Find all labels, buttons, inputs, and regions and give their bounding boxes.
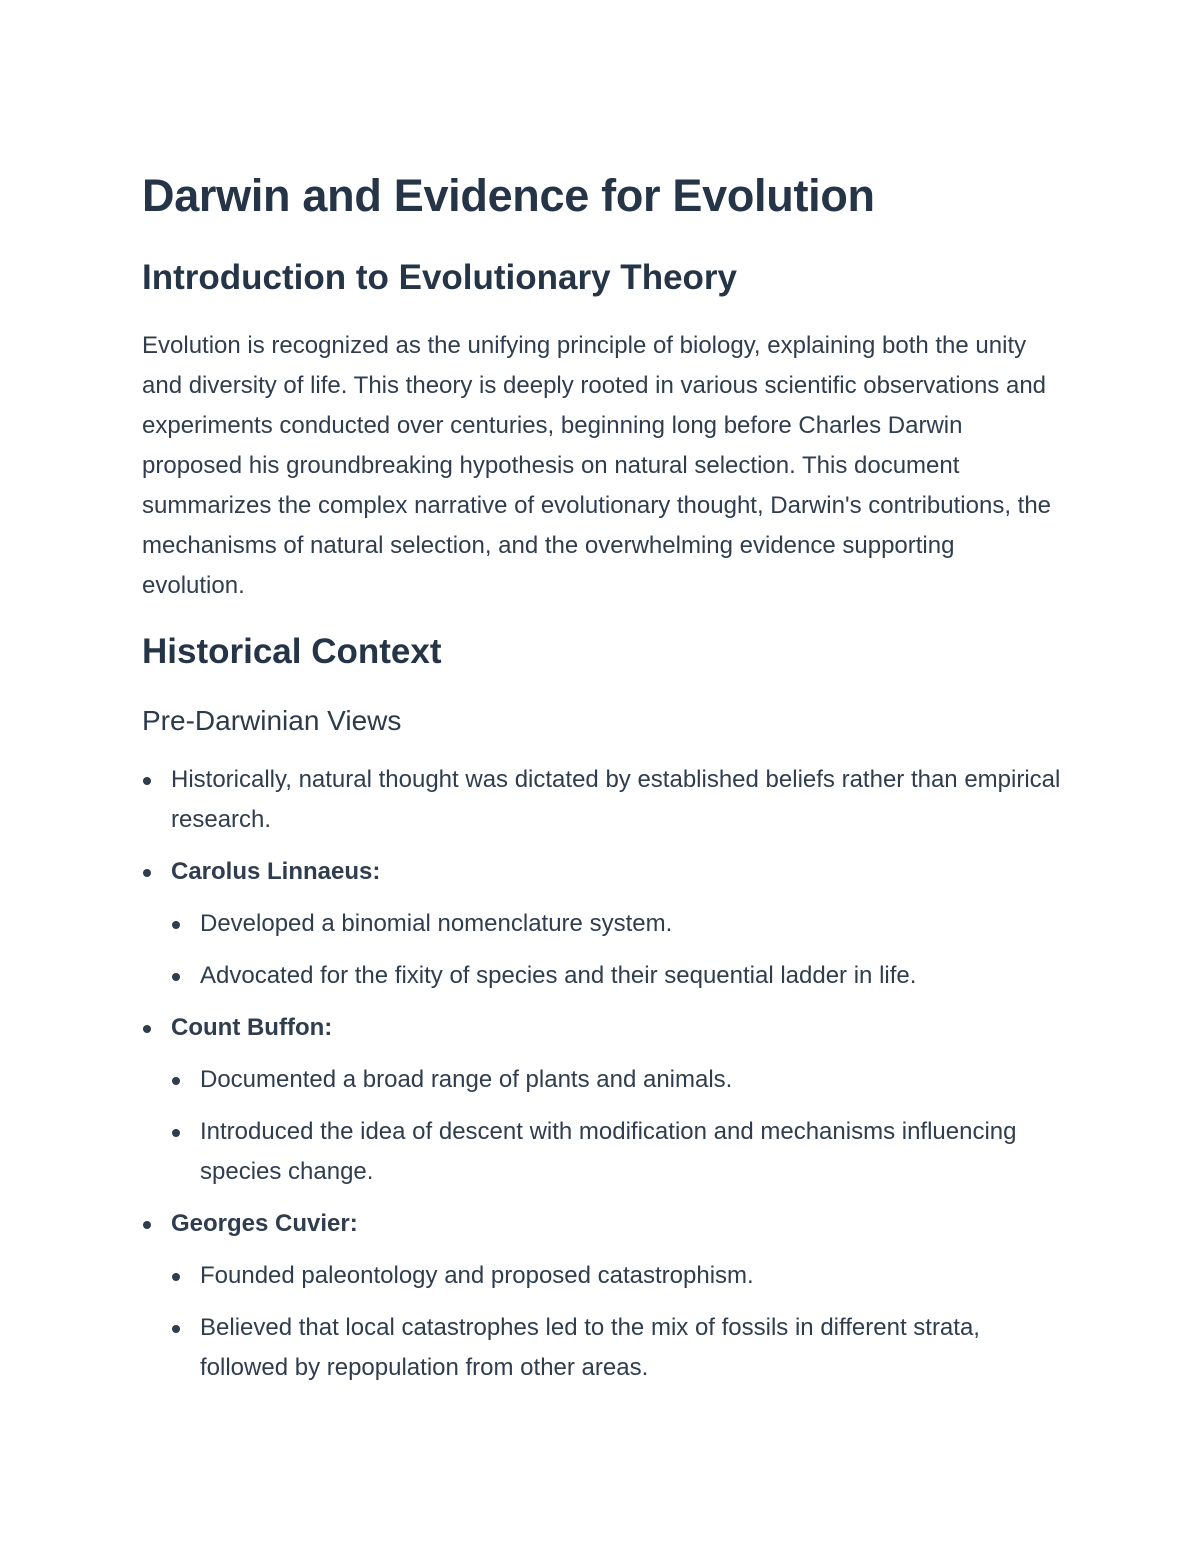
- list-item-intro-point: Historically, natural thought was dictated by established beliefs rather than empirical research.: [142, 760, 1062, 840]
- intro-paragraph: Evolution is recognized as the unifying principle of biology, explaining both the unity and diversity of life. This theory is deeply rooted in various scientific observations and experiments conducted over centuries, beginning long before Charles Darwin proposed his groundbreaking hypothesis on natural selection. This document summarizes the complex narrative of evolutionary thought, Darwin's contributions, the mechanisms of natural selection, and the overwhelming evidence supporting evolution.: [142, 332, 1052, 599]
- list-item: Documented a broad range of plants and animals.: [171, 1060, 1062, 1100]
- pre-darwin-heading: Pre-Darwinian Views: [142, 705, 402, 736]
- list-item-linnaeus: [142, 852, 1062, 996]
- list-item: Believed that local catastrophes led to the mix of fossils in different strata, followed by repopulation from other areas.: [171, 1308, 1062, 1388]
- linnaeus-name: Carolus Linnaeus:: [171, 858, 381, 885]
- list-item: Founded paleontology and proposed catastrophism.: [171, 1256, 1062, 1296]
- pre-darwin-list: [142, 760, 1062, 1400]
- list-item: Introduced the idea of descent with modification and mechanisms influencing species change.: [171, 1112, 1062, 1192]
- list-item-buffon: [142, 1008, 1062, 1192]
- list-item: Advocated for the fixity of species and their sequential ladder in life.: [171, 956, 1062, 996]
- document-title: Darwin and Evidence for Evolution: [142, 170, 875, 221]
- intro-heading: Introduction to Evolutionary Theory: [142, 258, 737, 297]
- buffon-sublist: [171, 1060, 1062, 1192]
- list-item: Developed a binomial nomenclature system.: [171, 904, 1062, 944]
- cuvier-name: Georges Cuvier:: [171, 1210, 358, 1237]
- linnaeus-sublist: [171, 904, 1062, 996]
- buffon-name: Count Buffon:: [171, 1014, 333, 1041]
- cuvier-sublist: [171, 1256, 1062, 1388]
- list-item-cuvier: [142, 1204, 1062, 1388]
- history-heading: Historical Context: [142, 632, 442, 671]
